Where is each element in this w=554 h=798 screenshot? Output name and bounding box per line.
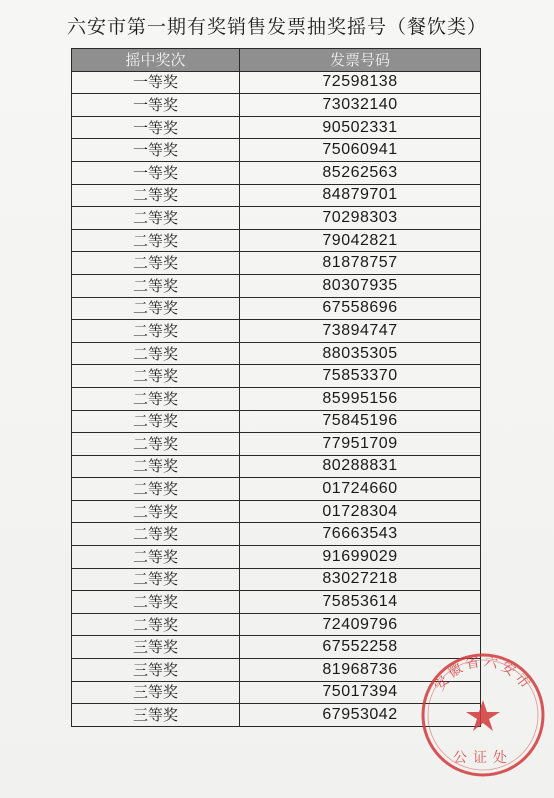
invoice-number-cell: 67953042	[240, 704, 481, 727]
prize-level-cell: 二等奖	[72, 184, 240, 207]
prize-level-cell: 二等奖	[72, 568, 240, 591]
invoice-number-cell: 83027218	[240, 568, 481, 591]
table-row	[72, 71, 481, 94]
lottery-results-table	[71, 48, 481, 727]
table-row	[72, 116, 481, 139]
prize-level-cell: 二等奖	[72, 478, 240, 501]
prize-level-cell: 二等奖	[72, 546, 240, 569]
table-row	[72, 229, 481, 252]
prize-level-cell: 二等奖	[72, 523, 240, 546]
prize-level-cell: 二等奖	[72, 229, 240, 252]
prize-level-cell: 一等奖	[72, 139, 240, 162]
invoice-number-cell: 85995156	[240, 387, 481, 410]
table-row	[72, 500, 481, 523]
invoice-number-cell: 72598138	[240, 71, 481, 94]
prize-level-cell: 二等奖	[72, 410, 240, 433]
prize-level-cell: 二等奖	[72, 365, 240, 388]
prize-level-cell: 二等奖	[72, 433, 240, 456]
table-row	[72, 252, 481, 275]
invoice-number-cell: 81968736	[240, 659, 481, 682]
prize-level-cell: 三等奖	[72, 681, 240, 704]
table-row	[72, 161, 481, 184]
prize-level-cell: 二等奖	[72, 342, 240, 365]
prize-level-cell: 二等奖	[72, 500, 240, 523]
invoice-number-cell: 70298303	[240, 207, 481, 230]
table-row	[72, 433, 481, 456]
invoice-number-cell: 85262563	[240, 161, 481, 184]
table-row	[72, 568, 481, 591]
table-row	[72, 342, 481, 365]
svg-text:安徽省六安市: 安徽省六安市	[431, 653, 535, 695]
invoice-number-cell: 80288831	[240, 455, 481, 478]
table-row	[72, 613, 481, 636]
invoice-number-cell: 75853370	[240, 365, 481, 388]
prize-level-cell: 二等奖	[72, 613, 240, 636]
prize-level-cell: 三等奖	[72, 636, 240, 659]
invoice-number-cell: 75845196	[240, 410, 481, 433]
prize-level-cell: 三等奖	[72, 659, 240, 682]
prize-level-cell: 一等奖	[72, 94, 240, 117]
table-body	[72, 71, 481, 726]
invoice-number-cell: 77951709	[240, 433, 481, 456]
invoice-number-cell: 75853614	[240, 591, 481, 614]
invoice-number-cell: 72409796	[240, 613, 481, 636]
invoice-number-cell: 91699029	[240, 546, 481, 569]
table-row	[72, 139, 481, 162]
table-row	[72, 546, 481, 569]
invoice-number-cell: 76663543	[240, 523, 481, 546]
table-row	[72, 365, 481, 388]
invoice-number-cell: 75017394	[240, 681, 481, 704]
table-row	[72, 207, 481, 230]
prize-level-cell: 三等奖	[72, 704, 240, 727]
table-row	[72, 523, 481, 546]
svg-text:公证处: 公证处	[453, 750, 513, 766]
page-title: 六安市第一期有奖销售发票抽奖摇号（餐饮类）	[66, 16, 487, 38]
prize-level-cell: 一等奖	[72, 71, 240, 94]
invoice-number-cell: 73032140	[240, 94, 481, 117]
prize-level-cell: 一等奖	[72, 116, 240, 139]
table-row	[72, 274, 481, 297]
invoice-number-cell: 67558696	[240, 297, 481, 320]
invoice-number-cell: 84879701	[240, 184, 481, 207]
prize-level-cell: 二等奖	[72, 591, 240, 614]
table-row	[72, 591, 481, 614]
table-row	[72, 184, 481, 207]
table-row	[72, 478, 481, 501]
invoice-number-cell: 90502331	[240, 116, 481, 139]
table-header-row	[72, 49, 481, 72]
column-header-invoice-number: 发票号码	[240, 49, 481, 72]
invoice-number-cell: 01724660	[240, 478, 481, 501]
prize-level-cell: 二等奖	[72, 387, 240, 410]
table-row	[72, 455, 481, 478]
prize-level-cell: 一等奖	[72, 161, 240, 184]
prize-level-cell: 二等奖	[72, 274, 240, 297]
prize-level-cell: 二等奖	[72, 455, 240, 478]
prize-level-cell: 二等奖	[72, 207, 240, 230]
invoice-number-cell: 79042821	[240, 229, 481, 252]
table-row	[72, 297, 481, 320]
invoice-number-cell: 67552258	[240, 636, 481, 659]
prize-level-cell: 二等奖	[72, 252, 240, 275]
column-header-prize: 摇中奖次	[72, 49, 240, 72]
invoice-number-cell: 88035305	[240, 342, 481, 365]
table-row	[72, 94, 481, 117]
invoice-number-cell: 73894747	[240, 320, 481, 343]
table-row	[72, 320, 481, 343]
invoice-number-cell: 81878757	[240, 252, 481, 275]
table-row	[72, 387, 481, 410]
table-row	[72, 410, 481, 433]
invoice-number-cell: 01728304	[240, 500, 481, 523]
prize-level-cell: 二等奖	[72, 320, 240, 343]
prize-level-cell: 二等奖	[72, 297, 240, 320]
invoice-number-cell: 80307935	[240, 274, 481, 297]
notary-seal	[418, 650, 548, 780]
invoice-number-cell: 75060941	[240, 139, 481, 162]
